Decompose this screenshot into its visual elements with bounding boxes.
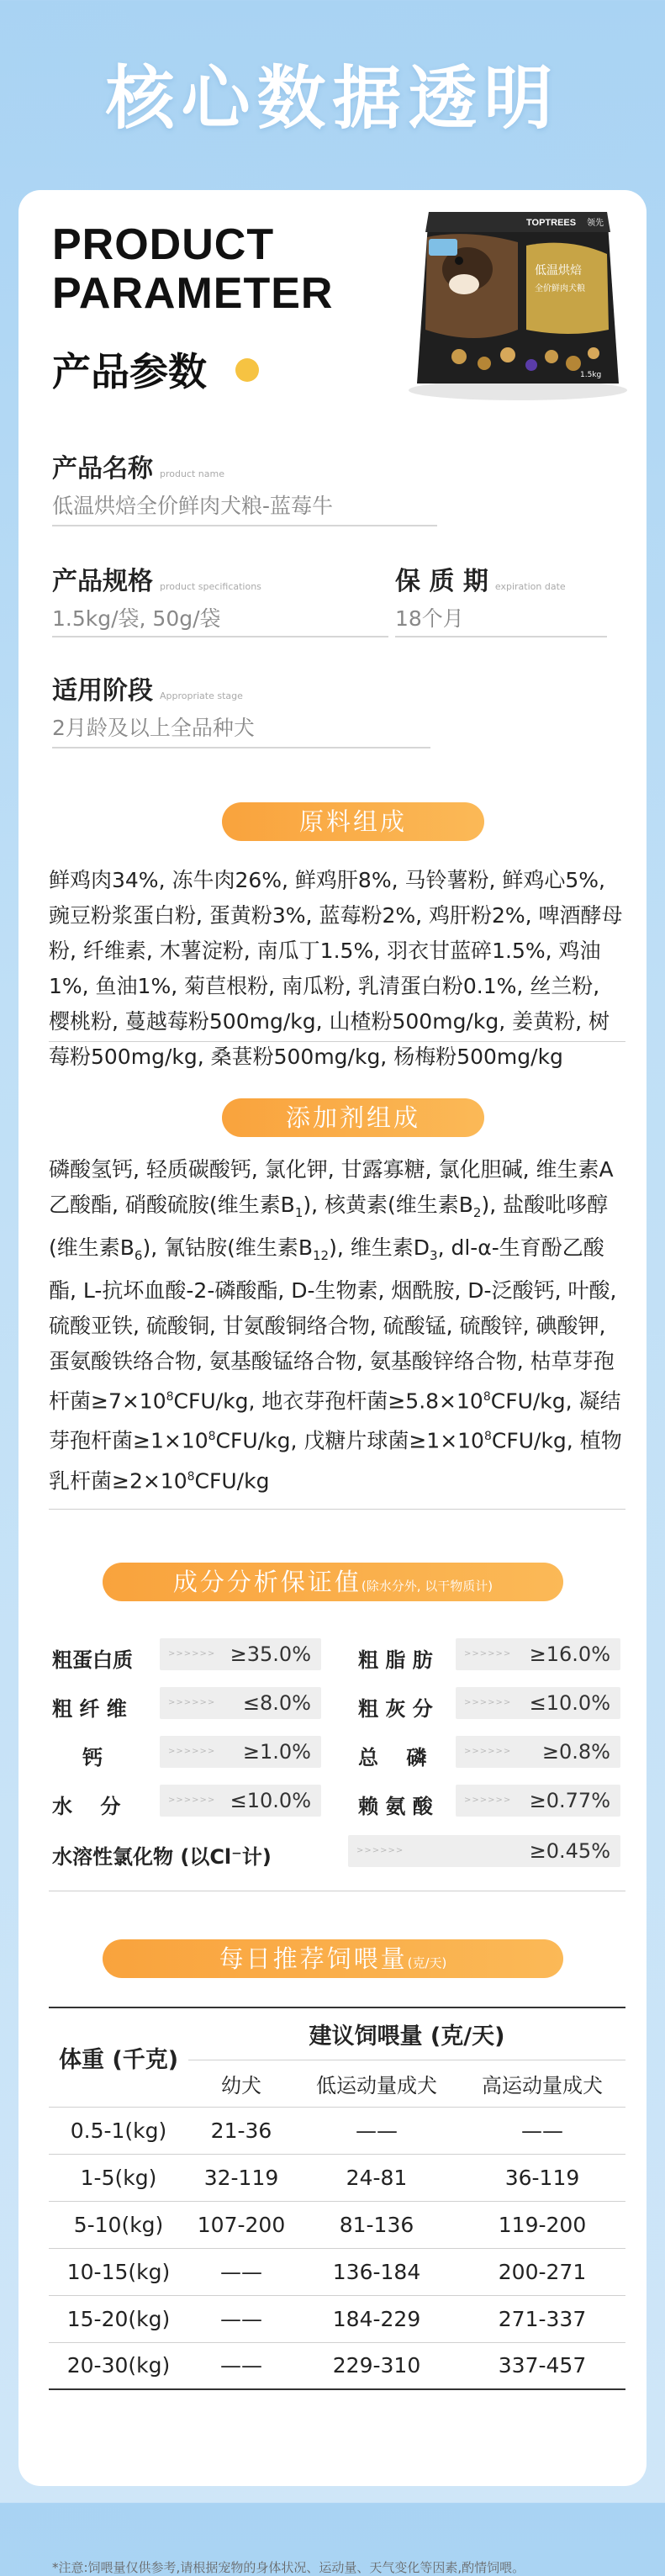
table-row	[49, 2154, 625, 2201]
analysis-value: >>>>>> ≥35.0%	[160, 1638, 321, 1670]
analysis-label: 粗蛋白质	[52, 1648, 133, 1672]
table-row	[49, 2342, 625, 2389]
low-activity-column-header: 低运动量成犬	[316, 2073, 437, 2097]
divider	[49, 1509, 625, 1510]
analysis-value: >>>>>> ≥0.77%	[456, 1785, 620, 1817]
analysis-label: 赖 氨 酸	[358, 1795, 433, 1818]
table-cell: 107-200	[197, 2212, 286, 2237]
shelf-life-value: 18个月	[395, 606, 464, 631]
table-cell: 119-200	[498, 2212, 587, 2237]
table-row	[49, 2107, 625, 2154]
analysis-heading: 成分分析保证值(除水分外, 以干物质计)	[103, 1563, 563, 1601]
table-row	[49, 2295, 625, 2342]
bag-net-text: 1.5kg	[580, 371, 602, 379]
bag-brand-text: TOPTREES	[526, 218, 577, 228]
divider	[49, 1041, 625, 1042]
table-cell: 10-15(kg)	[66, 2259, 171, 2284]
analysis-value: >>>>>> ≥1.0%	[160, 1736, 321, 1768]
product-spec-label: 产品规格 product specifications	[52, 567, 261, 596]
additives-text: 磷酸氢钙, 轻质碳酸钙, 氯化钾, 甘露寡糖, 氯化胆碱, 维生素A乙酸酯, 硝酸硫胺(维生素$B_1$), 核黄素(维生素$B_2$), 盐酸吡哆醇(维生素$B_6$), 氰钴胺(维生素$B_{12}$), 维生素$D_3$, dl-α-生育酚乙酸酯, L-抗坏血酸-2-磷酸酯, D-生物素, 烟酰胺, D-泛酸钙, 叶酸, 硫酸亚铁, 硫酸铜, 甘氨酸铜络合物, 硫酸锰, 硫酸锌, 碘酸钾, 蛋氨酸铁络合物, 氨基酸锰络合物, 氨基酸锌络合物, 枯草芽孢杆菌$\ge 7\times 10^8CFU/kg$, 地衣芽孢杆菌$\ge 5.8\times 10^8CFU/kg$, 凝结芽孢杆菌$\ge 1\times 10^8CFU/kg$, 戊糖片球菌$\ge 1\times 10^8CFU/kg$, 植物乳杆菌$\ge 2\times 10^8CFU/kg$	[49, 1157, 622, 1493]
analysis-label: 总 磷	[358, 1746, 427, 1769]
analysis-value: >>>>>> ≤8.0%	[160, 1687, 321, 1719]
product-spec-value: 1.5kg/袋, 50g/袋	[52, 606, 221, 631]
analysis-label: 粗 纤 维	[52, 1697, 127, 1721]
table-cell: ——	[220, 2306, 262, 2331]
table-cell: 1-5(kg)	[80, 2165, 157, 2190]
content-card	[18, 190, 647, 2575]
analysis-label: 水 分	[52, 1795, 121, 1818]
product-name-label: 产品名称 product name	[52, 454, 224, 484]
feeding-heading-unit: (克/天)	[407, 1955, 447, 1970]
high-activity-column-header: 高运动量成犬	[482, 2073, 603, 2097]
divider	[52, 525, 437, 526]
english-title-line2: PARAMETER	[52, 269, 334, 318]
feeding-note: *注意:饲喂量仅供参考,请根据宠物的身体状况、运动量、天气变化等因素,酌情饲喂。	[52, 2560, 525, 2575]
table-cell: 36-119	[504, 2165, 580, 2190]
analysis-heading-note: (除水分外, 以干物质计)	[361, 1579, 493, 1594]
table-cell: 5-10(kg)	[73, 2212, 164, 2237]
analysis-value: >>>>>> ≤10.0%	[160, 1785, 321, 1817]
table-cell: 337-457	[498, 2353, 587, 2378]
additives-heading: 添加剂组成	[222, 1098, 484, 1137]
divider	[52, 636, 388, 637]
table-cell: 15-20(kg)	[66, 2306, 171, 2331]
product-name-sub: product name	[160, 468, 224, 479]
stage-label: 适用阶段 Appropriate stage	[52, 676, 243, 706]
table-cell: 184-229	[332, 2306, 421, 2331]
feeding-table	[49, 2007, 625, 2390]
product-spec-sub: product specifications	[160, 581, 261, 592]
product-name-value: 低温烘焙全价鲜肉犬粮-蓝莓牛	[52, 494, 334, 518]
table-cell: 200-271	[498, 2259, 587, 2284]
product-bag-image	[400, 204, 634, 402]
bag-pack-cn-text: 低温烘焙	[535, 264, 582, 278]
ingredients-text: 鲜鸡肉34%, 冻牛肉26%, 鲜鸡肝8%, 马铃薯粉, 鲜鸡心5%, 豌豆粉浆蛋白粉, 蛋黄粉3%, 蓝莓粉2%, 鸡肝粉2%, 啤酒酵母粉, 纤维素, 木薯淀粉, 南瓜丁1.5%, 羽衣甘蓝碎1.5%, 鸡油1%, 鱼油1%, 菊苣根粉, 南瓜粉, 乳清蛋白粉0.1%, 丝兰粉, 樱桃粉, 蔓越莓粉500mg/kg, 山楂粉500mg/kg, 姜黄粉, 树莓粉500mg/kg, 桑葚粉500mg/kg, 杨梅粉500mg/kg	[49, 868, 623, 1069]
weight-column-header: 体重 (千克)	[58, 2046, 179, 2073]
analysis-value: >>>>>> ≥0.45%	[348, 1835, 620, 1867]
bag-pack-line-text: 全价鲜肉犬粮	[535, 284, 585, 294]
table-cell: 271-337	[498, 2306, 587, 2331]
hero-title: 核心数据透明	[105, 59, 560, 139]
shelf-life-sub: expiration date	[494, 581, 566, 592]
table-cell: 21-36	[210, 2118, 272, 2143]
table-cell: 32-119	[203, 2165, 279, 2190]
analysis-value: >>>>>> ≥16.0%	[456, 1638, 620, 1670]
table-cell: 0.5-1(kg)	[70, 2118, 167, 2143]
analysis-value: >>>>>> ≥0.8%	[456, 1736, 620, 1768]
ingredients-heading: 原料组成	[222, 802, 484, 841]
shelf-life-label: 保 质 期 expiration date	[395, 567, 566, 596]
table-row	[49, 2248, 625, 2295]
analysis-value: >>>>>> ≤10.0%	[456, 1687, 620, 1719]
divider	[395, 636, 607, 637]
table-cell: 136-184	[332, 2259, 421, 2284]
analysis-label: 水溶性氯化物 (以Cl⁻计)	[52, 1845, 272, 1869]
table-cell: 20-30(kg)	[66, 2353, 171, 2378]
analysis-label: 粗 灰 分	[358, 1697, 433, 1721]
analysis-label: 钙	[82, 1746, 103, 1769]
table-cell: 24-81	[346, 2165, 408, 2190]
title-accent-dot	[235, 358, 259, 382]
english-title	[52, 220, 333, 318]
divider	[52, 747, 430, 748]
english-title-line1: PRODUCT	[52, 220, 275, 269]
table-cell: ——	[356, 2118, 398, 2143]
puppy-column-header: 幼犬	[221, 2073, 261, 2097]
table-cell: 81-136	[339, 2212, 414, 2237]
table-cell: ——	[521, 2118, 563, 2143]
stage-sub: Appropriate stage	[160, 690, 243, 701]
table-cell: ——	[220, 2353, 262, 2378]
stage-value: 2月龄及以上全品种犬	[52, 716, 255, 740]
feeding-heading: 每日推荐饲喂量(克/天)	[103, 1939, 563, 1978]
table-cell: 229-310	[332, 2353, 421, 2378]
bag-brand-cn-text: 领先	[587, 219, 604, 228]
feeding-group-header: 建议饲喂量 (克/天)	[188, 2007, 625, 2060]
analysis-label: 粗 脂 肪	[358, 1648, 433, 1672]
chinese-title: 产品参数	[52, 349, 207, 394]
table-row	[49, 2201, 625, 2248]
table-cell: ——	[220, 2259, 262, 2284]
